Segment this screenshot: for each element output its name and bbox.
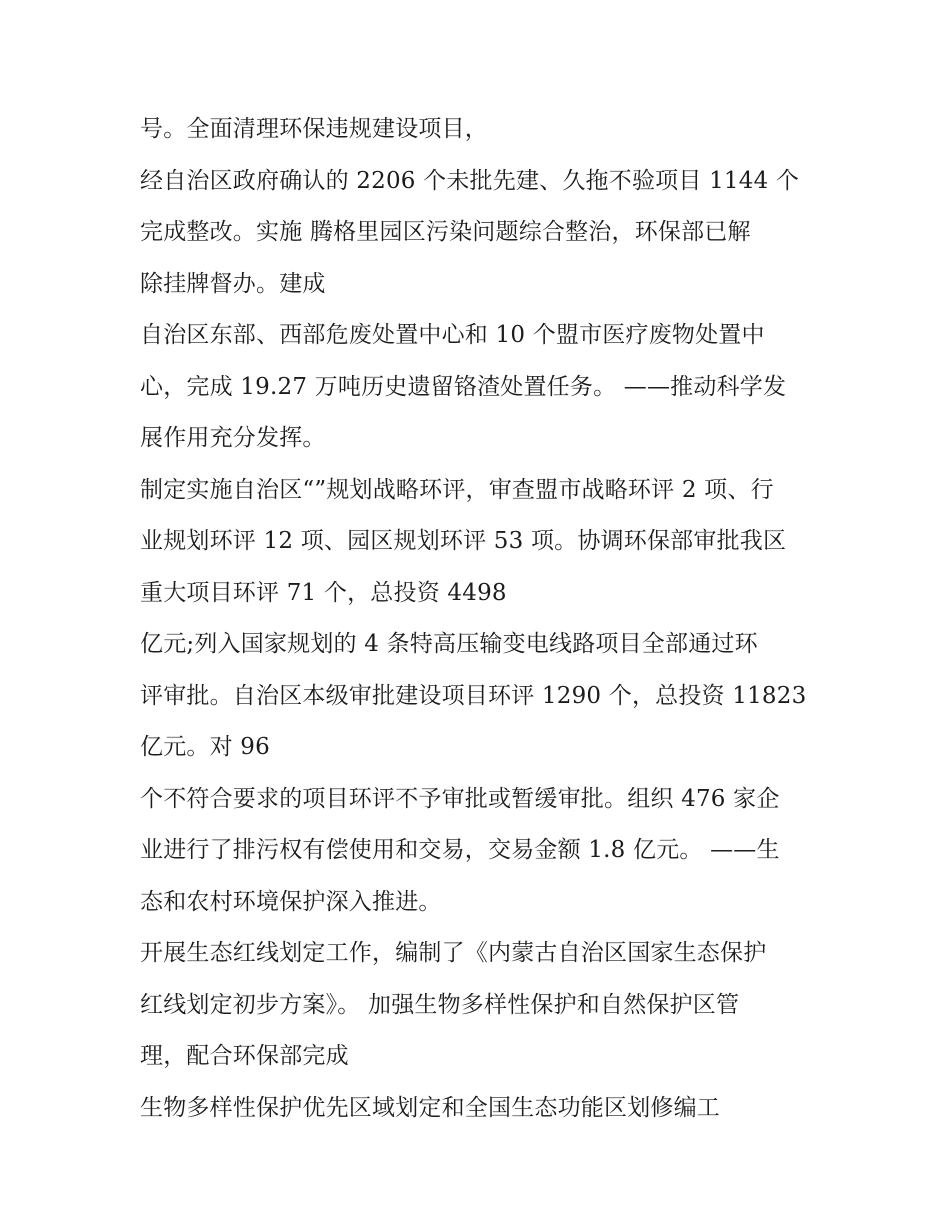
text-line: 理，配合环保部完成 bbox=[140, 1043, 349, 1069]
text-line: 亿元。对 96 bbox=[140, 734, 270, 760]
text-line: 展作用充分发挥。 bbox=[140, 425, 326, 451]
text-line: 红线划定初步方案》。 加强生物多样性保护和自然保护区管 bbox=[140, 991, 740, 1018]
text-line: 态和农村环境保护深入推进。 bbox=[140, 888, 442, 915]
document-body bbox=[140, 108, 820, 1138]
text-line: 完成整改。实施 腾格里园区污染问题综合整治，环保部已解 bbox=[140, 219, 751, 245]
text-line: 重大项目环评 71 个，总投资 4498 bbox=[140, 579, 507, 606]
text-line: 评审批。自治区本级审批建设项目环评 1290 个，总投资 11823 bbox=[140, 682, 807, 709]
text-line: 生物多样性保护优先区域划定和全国生态功能区划修编工 bbox=[140, 1094, 720, 1121]
text-line: 个不符合要求的项目环评不予审批或暂缓审批。组织 476 家企 bbox=[140, 785, 780, 812]
text-line: 自治区东部、西部危废处置中心和 10 个盟市医疗废物处置中 bbox=[140, 322, 765, 348]
text-line: 开展生态红线划定工作，编制了《内蒙古自治区国家生态保护 bbox=[140, 940, 767, 966]
text-line: 心，完成 19.27 万吨历史遗留铬渣处置任务。 ——推动科学发 bbox=[140, 373, 787, 400]
text-line: 除挂牌督办。建成 bbox=[140, 270, 326, 297]
text-line: 亿元;列入国家规划的 4 条特高压输变电线路项目全部通过环 bbox=[140, 631, 758, 657]
text-line: 制定实施自治区“”规划战略环评，审查盟市战略环评 2 项、行 bbox=[140, 476, 774, 503]
text-line: 业进行了排污权有偿使用和交易，交易金额 1.8 亿元。 ——生 bbox=[140, 837, 780, 863]
text-line: 号。全面清理环保违规建设项目， bbox=[140, 116, 488, 142]
text-line: 业规划环评 12 项、园区规划环评 53 项。协调环保部审批我区 bbox=[140, 528, 787, 554]
text-line: 经自治区政府确认的 2206 个未批先建、久拖不验项目 1144 个 bbox=[140, 167, 800, 194]
